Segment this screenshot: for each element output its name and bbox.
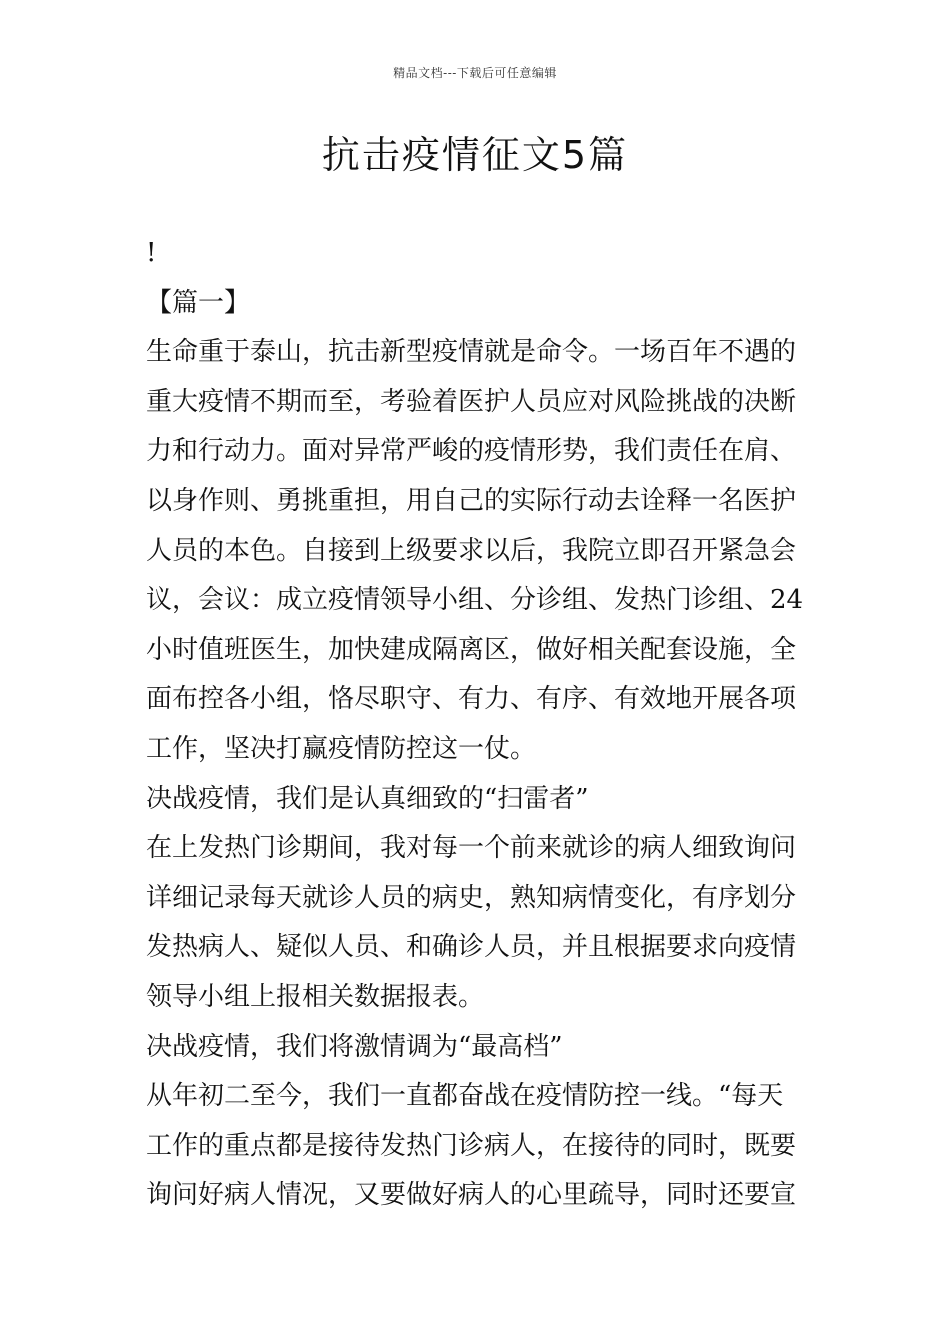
- subheading-line: 决战疫情，我们是认真细致的“扫雷者”: [146, 783, 589, 814]
- body-line: !: [146, 238, 157, 268]
- body-line: 议，会议：成立疫情领导小组、分诊组、发热门诊组、24: [146, 585, 804, 616]
- body-line: 工作的重点都是接待发热门诊病人，在接待的同时，既要: [146, 1130, 797, 1161]
- document-title: 抗击疫情征文5篇: [321, 133, 629, 177]
- body-line: 生命重于泰山，抗击新型疫情就是命令。一场百年不遇的: [146, 337, 797, 368]
- body-line: 人员的本色。自接到上级要求以后，我院立即召开紧急会: [146, 535, 797, 566]
- body-line: 领导小组上报相关数据报表。: [146, 981, 485, 1012]
- body-line: 工作，坚决打赢疫情防控这一仗。: [146, 733, 537, 764]
- document-body: [146, 229, 810, 1221]
- body-line: 力和行动力。面对异常严峻的疫情形势，我们责任在肩、: [146, 436, 797, 467]
- body-line: 发热病人、疑似人员、和确诊人员，并且根据要求向疫情: [146, 932, 797, 963]
- body-line: 详细记录每天就诊人员的病史，熟知病情变化，有序划分: [146, 882, 797, 913]
- subheading-line: 决战疫情，我们将激情调为“最高档”: [146, 1031, 563, 1062]
- header-note: 精品文档---下载后可任意编辑: [393, 66, 557, 80]
- body-line: 询问好病人情况，又要做好病人的心里疏导，同时还要宣: [146, 1180, 797, 1211]
- section-heading: 【篇一】: [146, 287, 251, 318]
- body-line: 小时值班医生，加快建成隔离区，做好相关配套设施，全: [146, 634, 797, 665]
- body-line: 在上发热门诊期间，我对每一个前来就诊的病人细致询问: [146, 833, 797, 864]
- body-line: 重大疫情不期而至，考验着医护人员应对风险挑战的决断: [146, 386, 797, 417]
- body-line: 以身作则、勇挑重担，用自己的实际行动去诠释一名医护: [146, 485, 797, 516]
- body-line: 面布控各小组，恪尽职守、有力、有序、有效地开展各项: [146, 684, 797, 715]
- body-line: 从年初二至今，我们一直都奋战在疫情防控一线。“每天: [146, 1081, 784, 1112]
